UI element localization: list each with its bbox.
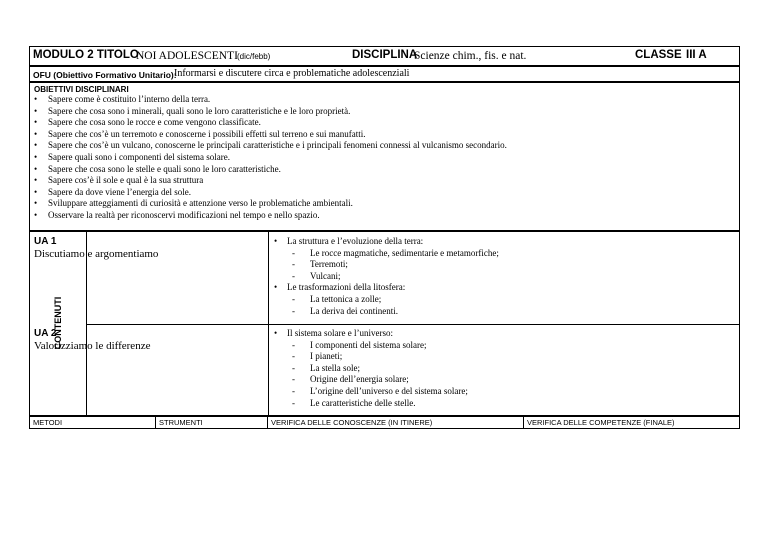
verifica-competenze-cell [524, 417, 739, 428]
verifica-conoscenze-cell [268, 417, 524, 428]
modulo-label: MODULO 2 TITOLO [33, 49, 139, 61]
objective-item: • Sapere cos’è il sole e qual è la sua struttura [34, 175, 507, 187]
objective-item: • Sviluppare atteggiamenti di curiosità e attenzione verso le problematiche ambientali. [34, 198, 507, 210]
topic-subitem: - Terremoti; [274, 259, 499, 271]
ofu-value: Informarsi e discutere circa e problematiche adolescenziali [174, 68, 410, 79]
topic-subitem: - Le rocce magmatiche, sedimentarie e metamorfiche; [274, 248, 499, 260]
objective-item: • Sapere che cosa sono i minerali, quali sono le loro caratteristiche e le loro proprietà. [34, 106, 507, 118]
footer-row [29, 416, 740, 429]
topic-bullet: • La struttura e l’evoluzione della terra: [274, 236, 499, 248]
verifica-conoscenze-label: VERIFICA DELLE CONOSCENZE (IN ITINERE) [271, 418, 433, 427]
ofu-label: OFU (Obiettivo Formativo Unitario): [33, 70, 177, 80]
topic-subitem: - La tettonica a zolle; [274, 294, 499, 306]
ua2-subtitle: Valorizziamo le differenze [34, 340, 151, 352]
disciplina-value: Scienze chim., fis. e nat. [414, 50, 527, 62]
ua2-title: UA 2 [34, 328, 57, 339]
objective-item: • Sapere che cos’è un terremoto e conoscerne i possibili effetti sul terreno e sui manufatti. [34, 129, 507, 141]
classe-label: CLASSE [635, 49, 682, 61]
ua1-topics-list [274, 236, 499, 317]
objectives-list [34, 94, 507, 222]
verifica-competenze-label: VERIFICA DELLE COMPETENZE (FINALE) [527, 418, 675, 427]
ua1-title: UA 1 [34, 236, 57, 247]
topic-bullet: • Le trasformazioni della litosfera: [274, 282, 499, 294]
topic-subitem: - Le caratteristiche delle stelle. [274, 398, 468, 410]
ua2-topics-list [274, 328, 468, 409]
ua1-subtitle: Discutiamo e argomentiamo [34, 248, 159, 260]
modulo-period: (dic/febb) [237, 52, 271, 61]
classe-value: III A [686, 49, 707, 61]
topic-subitem: - I componenti del sistema solare; [274, 340, 468, 352]
topic-subitem: - I pianeti; [274, 351, 468, 363]
topic-bullet: • Il sistema solare e l’universo: [274, 328, 468, 340]
objective-item: • Sapere da dove viene l’energia del sole. [34, 187, 507, 199]
metodi-label: METODI [33, 418, 63, 427]
strumenti-cell [156, 417, 268, 428]
objectives-section [29, 82, 740, 231]
metodi-cell [30, 417, 156, 428]
ua-divider [86, 324, 739, 325]
ofu-row [29, 66, 740, 82]
module-header-row [29, 46, 740, 66]
modulo-title: NOI ADOLESCENTI [136, 50, 238, 62]
topic-subitem: - Origine dell’energia solare; [274, 374, 468, 386]
strumenti-label: STRUMENTI [159, 418, 203, 427]
objective-item: • Sapere che cos’è un vulcano, conoscerne le principali caratteristiche e i principali fenomeni connessi al vulcanismo secondario. [34, 140, 507, 152]
objectives-title: OBIETTIVI DISCIPLINARI [34, 85, 129, 94]
contenuti-section [29, 231, 740, 416]
disciplina-label: DISCIPLINA [352, 49, 418, 61]
topic-subitem: - Vulcani; [274, 271, 499, 283]
topic-subitem: - La stella sole; [274, 363, 468, 375]
objective-item: • Sapere come è costituito l’interno della terra. [34, 94, 507, 106]
topic-subitem: - L’origine dell’universo e del sistema solare; [274, 386, 468, 398]
objective-item: • Sapere che cosa sono le stelle e quali sono le loro caratteristiche. [34, 164, 507, 176]
contenuti-label: CONTENUTI [53, 296, 63, 350]
topic-subitem: - La deriva dei continenti. [274, 306, 499, 318]
objective-item: • Sapere che cosa sono le rocce e come vengono classificate. [34, 117, 507, 129]
objective-item: • Osservare la realtà per riconoscervi modificazioni nel tempo e nello spazio. [34, 210, 507, 222]
objective-item: • Sapere quali sono i componenti del sistema solare. [34, 152, 507, 164]
